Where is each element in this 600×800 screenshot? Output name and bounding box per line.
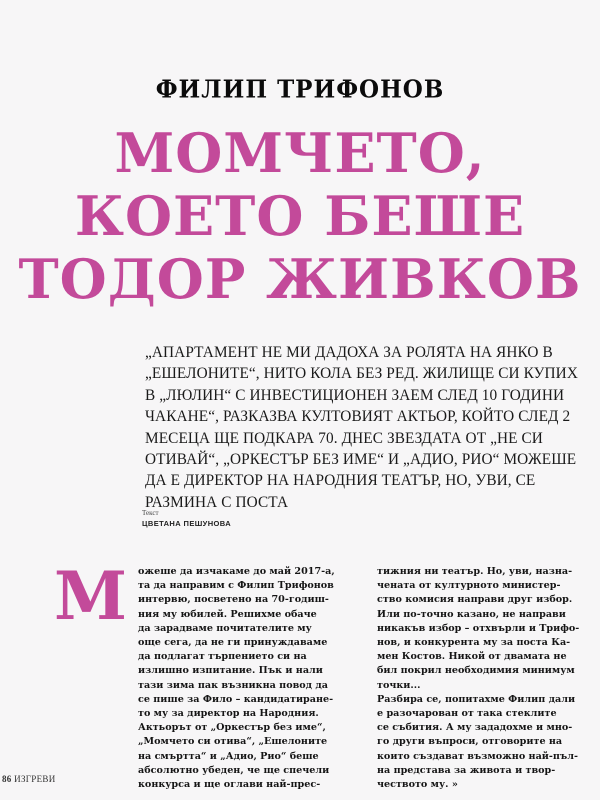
body-line: да подлагат търпението си на [138,651,307,663]
byline-label: Текст [142,509,159,517]
body-line: на представа за живота и твор- [377,764,556,776]
body-line: излишно изпитание. Пък и нали [138,665,323,677]
headline-line-1: МОМЧЕТО, [114,121,486,185]
body-line: ния му юбилей. Решихме обаче [138,608,317,620]
body-line: та да направим с Филип Трифонов [138,580,334,592]
article-standfirst: „АПАРТАМЕНТ НЕ МИ ДАДОХА ЗА РОЛЯТА НА ЯНКО В „ЕШЕЛОНИТЕ“, НИТО КОЛА БЕЗ РЕД. ЖИЛИЩЕ СИ КУПИХ В „ЛЮЛИН“ С ИНВЕСТИЦИОНЕН ЗАЕМ СЛЕД 10 ГОДИНИ ЧАКАНЕ“, РАЗКАЗВА КУЛТОВИЯТ АКТЬОР, КОЙТО СЛЕД 2 МЕСЕЦА ЩЕ ПОДКАРА 70. ДНЕС ЗВЕЗДАТА ОТ „НЕ СИ ОТИВАЙ“, „ОРКЕСТЪР БЕЗ ИМЕ“ И „АДИО, РИО“ МОЖЕШЕ ДА Е ДИРЕКТОР НА НАРОДНИЯ ТЕАТЪР, НО, УВИ, СЕ РАЗМИНА С ПОСТА [145,344,578,511]
body-line: тази зима пак възникна повод да [138,679,328,691]
body-line: се събития. А му зададохме и мно- [377,722,573,734]
byline [142,509,231,528]
body-line: ожеше да изчакаме до май 2017-а, [138,566,335,577]
page-number: 86 [2,774,12,784]
headline-line-2: КОЕТО БЕШЕ [74,184,526,248]
body-line: още сега, да не ги принуждаваме [138,637,328,649]
drop-cap: М [54,557,128,635]
publication-name: ИЗГРЕВИ [14,774,56,784]
body-line: го други въпроси, отговорите на [377,736,563,748]
body-line: на смъртта“ и „Адио, Рио“ беше [138,750,319,762]
body-line: тижния ни театър. Но, уви, назна- [377,566,573,577]
byline-author: ЦВЕТАНА ПЕШУНОВА [142,519,232,528]
body-line: да зарадваме почитателите му [138,622,312,634]
body-line: точки... [377,679,421,691]
body-line: интервю, посветено на 70-годиш- [138,594,329,606]
body-line: то му за директор на Народния. [138,708,319,720]
body-line: никакъв избор – отхвърли и Трифо- [377,622,580,634]
article-kicker: ФИЛИП ТРИФОНОВ [155,75,445,104]
body-column-2 [377,565,591,792]
body-line: се пише за Фило – кандидатиране- [138,693,334,705]
body-line: Актьорът от „Оркестър без име“, [138,722,326,734]
body-line: които създават възможно най-пъл- [377,750,579,762]
body-line: Разбира се, попитахме Филип дали [377,693,576,705]
body-line: „Момчето си отива“, „Ешелоните [138,736,328,748]
body-line: нов, и конкурента му за поста Ка- [377,637,571,649]
page-folio [2,774,56,784]
body-line: бил покрил необходимия минимум [377,665,575,677]
body-line: чената от културното министер- [377,580,561,592]
body-line: конкурса и ще оглави най-прес- [138,779,321,791]
body-line: е разочарован от така стеклите [377,708,557,720]
body-line: мен Костов. Никой от двамата не [377,651,567,663]
body-column-1 [138,565,348,792]
body-line: абсолютно убеден, че ще спечели [138,764,330,776]
article-headline [0,122,600,311]
body-line: Или по-точно казано, не направи [377,608,566,620]
body-line: чеството му. » [377,779,458,791]
headline-line-3: ТОДОР ЖИВКОВ [18,247,582,311]
body-line: ство комисия направи друг избор. [377,594,573,606]
